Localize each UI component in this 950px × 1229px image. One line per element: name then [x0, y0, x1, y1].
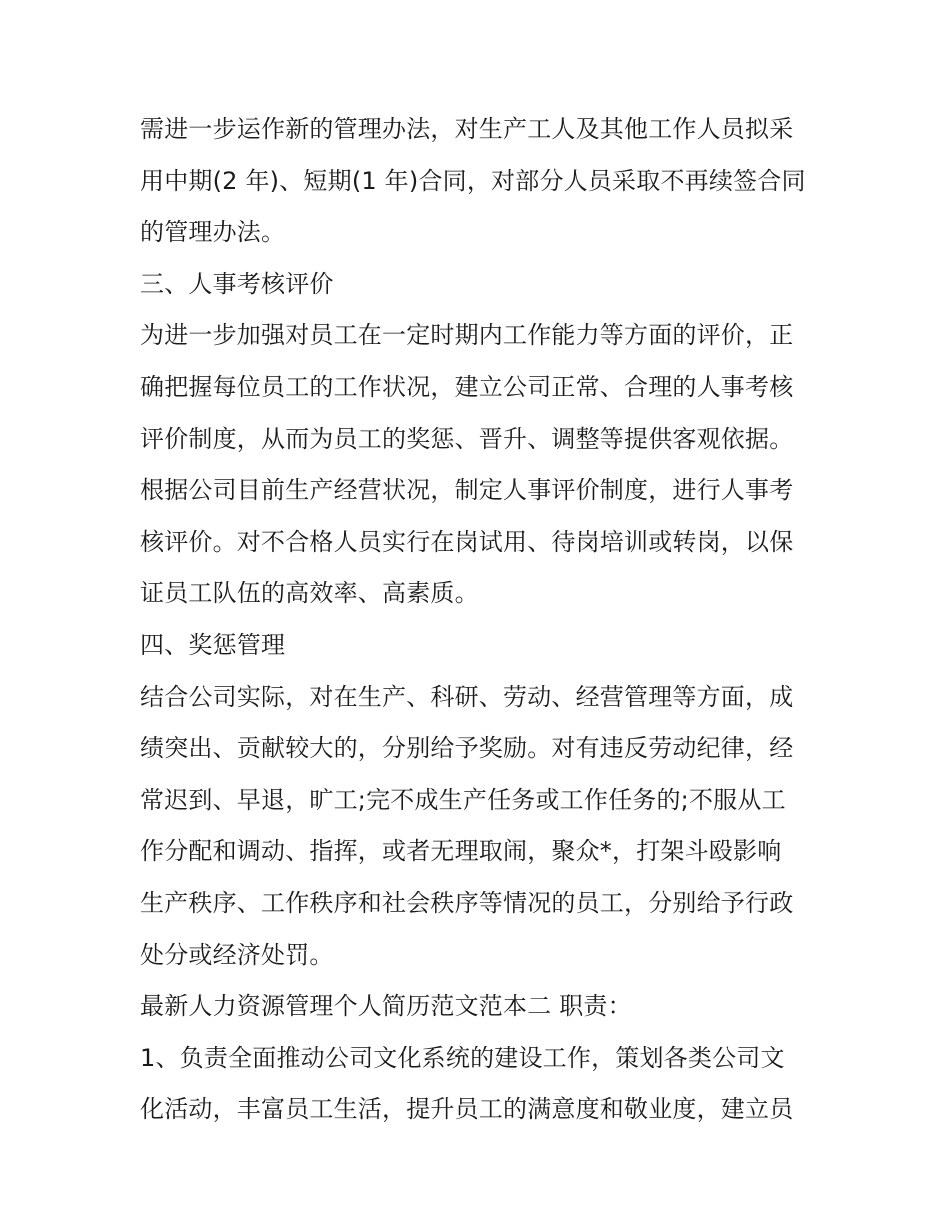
section-heading: 三、人事考核评价: [140, 269, 334, 298]
paragraph-line: 评价制度，从而为员工的奖惩、晋升、调整等提供客观依据。: [140, 424, 794, 453]
paragraph-line: 处分或经济处罚。: [140, 940, 334, 969]
document-body: [140, 104, 820, 1136]
section-heading: 四、奖惩管理: [140, 630, 286, 659]
paragraph-line: 根据公司目前生产经营状况，制定人事评价制度，进行人事考: [140, 476, 794, 505]
paragraph-line: 作分配和调动、指挥，或者无理取闹，聚众*，打架斗殴影响: [140, 837, 782, 866]
paragraph-line: 常迟到、早退，旷工;完不成生产任务或工作任务的;不服从工: [140, 785, 786, 814]
paragraph-line: 的管理办法。: [140, 218, 286, 247]
paragraph-line: 确把握每位员工的工作状况，建立公司正常、合理的人事考核: [140, 372, 794, 401]
paragraph-line: 1、负责全面推动公司文化系统的建设工作，策划各类公司文: [140, 1043, 785, 1072]
paragraph-line: 需进一步运作新的管理办法，对生产工人及其他工作人员拟采: [140, 115, 794, 143]
paragraph-line: 为进一步加强对员工在一定时期内工作能力等方面的评价，正: [140, 321, 794, 350]
paragraph-line: 结合公司实际，对在生产、科研、劳动、经营管理等方面，成: [140, 682, 794, 711]
paragraph-line: 核评价。对不合格人员实行在岗试用、待岗培训或转岗，以保: [140, 527, 794, 556]
paragraph-line: 用中期(2 年)、短期(1 年)合同，对部分人员采取不再续签合同: [140, 166, 806, 195]
paragraph-line: 证员工队伍的高效率、高素质。: [140, 579, 479, 608]
section-heading: 最新人力资源管理个人简历范文范本二 职责：: [140, 992, 632, 1021]
paragraph-line: 化活动，丰富员工生活，提升员工的满意度和敬业度，建立员: [140, 1095, 794, 1124]
paragraph-line: 绩突出、贡献较大的，分别给予奖励。对有违反劳动纪律，经: [140, 734, 794, 763]
paragraph-line: 生产秩序、工作秩序和社会秩序等情况的员工，分别给予行政: [140, 888, 794, 917]
